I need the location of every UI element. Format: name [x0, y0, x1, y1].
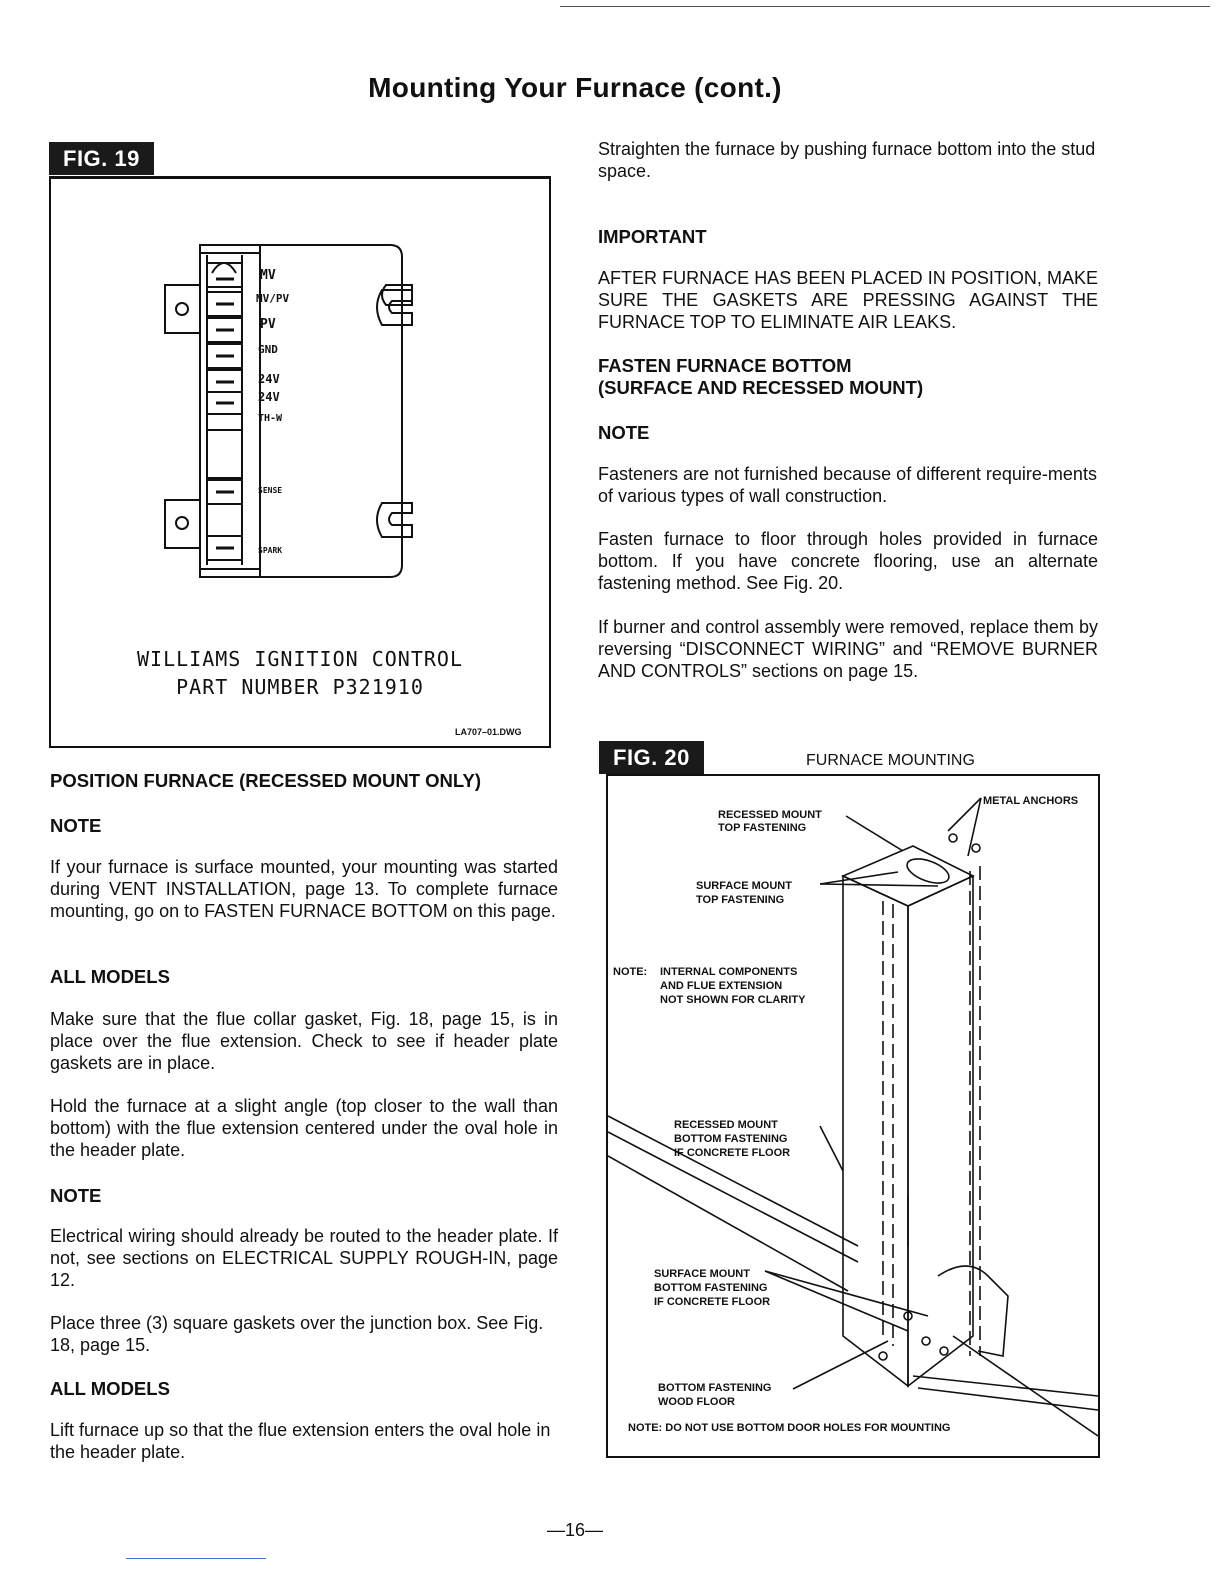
position-furnace-heading: POSITION FURNACE (RECESSED MOUNT ONLY) — [50, 770, 482, 791]
fig20-label-recessed-bot-2: BOTTOM FASTENING — [674, 1133, 788, 1145]
page-number: —16— — [546, 1520, 604, 1540]
fig20-label-note-word: NOTE: — [613, 966, 648, 978]
fig20-label-wood-2: WOOD FLOOR — [658, 1396, 735, 1408]
all-models-heading-1: ALL MODELS — [50, 966, 170, 987]
flue-collar-gasket-text: Make sure that the flue collar gasket, Fig. 18, page 15, is in place over the flue extension. Check to see if header plate gaskets are in place. — [50, 1009, 558, 1073]
terminal-label-spark: SPARK — [258, 546, 283, 555]
fig20-label-note-2: AND FLUE EXTENSION — [660, 980, 783, 992]
terminal-label-mv-pv: MV/PV — [256, 292, 290, 305]
bottom-rule — [126, 1558, 266, 1559]
fig20-label-surface-bot-1: SURFACE MOUNT — [654, 1268, 750, 1280]
fig19-caption-line2: PART NUMBER P321910 — [176, 675, 424, 699]
note-heading-3: NOTE — [598, 422, 650, 443]
important-text: AFTER FURNACE HAS BEEN PLACED IN POSITION, MAKE SURE THE GASKETS ARE PRESSING AGAINST THE FURNACE TOP TO ELIMINATE AIR LEAKS. — [598, 268, 1098, 332]
fig20-label-note-3: NOT SHOWN FOR CLARITY — [660, 994, 806, 1006]
fig20-label-surface-top-1: SURFACE MOUNT — [696, 880, 792, 892]
fig20-title: FURNACE MOUNTING — [806, 752, 975, 769]
fig19-drawing-id: LA707–01.DWG — [455, 727, 522, 737]
fig20-label-surface-bot-3: IF CONCRETE FLOOR — [654, 1296, 771, 1308]
surface-mounted-note: If your furnace is surface mounted, your mounting was started during VENT INSTALLATION, page 13. To complete furnace mounting, go on to FASTEN FURNACE BOTTOM on this page. — [50, 857, 558, 921]
fig19-caption — [49, 645, 551, 701]
furnace-mounting-drawing — [608, 776, 1098, 1456]
top-rule — [560, 6, 1210, 7]
terminal-label-pv: PV — [260, 317, 276, 332]
burner-control-text: If burner and control assembly were removed, replace them by reversing “DISCONNECT WIRING” and “REMOVE BURNER AND CONTROLS” sections on page 15. — [598, 617, 1098, 681]
fasten-bottom-heading-line1: FASTEN FURNACE BOTTOM — [598, 355, 852, 376]
lift-furnace-text: Lift furnace up so that the flue extension enters the oval hole in the header plate. — [50, 1420, 551, 1462]
hold-furnace-text: Hold the furnace at a slight angle (top closer to the wall than bottom) with the flue extension centered under the oval hole in the header plate. — [50, 1096, 558, 1160]
note-heading-2: NOTE — [50, 1185, 102, 1206]
straighten-text: Straighten the furnace by pushing furnace bottom into the stud space. — [598, 139, 1096, 181]
fig20-label-recessed-bot-1: RECESSED MOUNT — [674, 1119, 778, 1131]
fasteners-note: Fasteners are not furnished because of different require-ments of various types of wall construction. — [598, 464, 1097, 506]
fig20-label-recessed-bot-3: IF CONCRETE FLOOR — [674, 1147, 791, 1159]
terminal-label-gnd: GND — [258, 343, 278, 356]
electrical-wiring-note: Electrical wiring should already be routed to the header plate. If not, see sections on ELECTRICAL SUPPLY ROUGH-IN, page 12. — [50, 1226, 558, 1290]
terminal-label-sense: SENSE — [258, 486, 283, 495]
terminal-label-24v-a: 24V — [258, 372, 280, 386]
fig20-bottom-note: NOTE: DO NOT USE BOTTOM DOOR HOLES FOR MOUNTING — [628, 1422, 951, 1434]
fig19-tab: FIG. 19 — [49, 142, 154, 175]
terminal-label-th-w: TH-W — [258, 413, 283, 424]
fig20-label-note-1: INTERNAL COMPONENTS — [660, 966, 798, 978]
fasten-floor-text: Fasten furnace to floor through holes provided in furnace bottom. If you have concrete flooring, use an alternate fastening method. See Fig. 20. — [598, 529, 1098, 593]
fig19-caption-line1: WILLIAMS IGNITION CONTROL — [136, 647, 464, 671]
fig20-label-surface-top-2: TOP FASTENING — [696, 894, 785, 906]
fig20-label-recessed-top-1: RECESSED MOUNT — [718, 809, 822, 821]
ignition-control-diagram — [150, 235, 450, 595]
terminal-label-24v-b: 24V — [258, 390, 280, 404]
fig20-label-surface-bot-2: BOTTOM FASTENING — [654, 1282, 768, 1294]
terminal-label-mv: MV — [260, 268, 276, 283]
fasten-bottom-heading — [598, 355, 1098, 399]
all-models-heading-2: ALL MODELS — [50, 1378, 170, 1399]
fig20-tab: FIG. 20 — [599, 741, 704, 774]
page-title: Mounting Your Furnace (cont.) — [368, 72, 782, 103]
fasten-bottom-heading-line2: (SURFACE AND RECESSED MOUNT) — [598, 377, 924, 398]
fig20-label-recessed-top-2: TOP FASTENING — [718, 822, 807, 834]
note-heading-1: NOTE — [50, 815, 102, 836]
square-gaskets-text: Place three (3) square gaskets over the junction box. See Fig. 18, page 15. — [50, 1313, 544, 1355]
fig20-label-wood-1: BOTTOM FASTENING — [658, 1382, 772, 1394]
fig20-label-metal-anchors: METAL ANCHORS — [983, 795, 1079, 807]
important-heading: IMPORTANT — [598, 226, 707, 247]
